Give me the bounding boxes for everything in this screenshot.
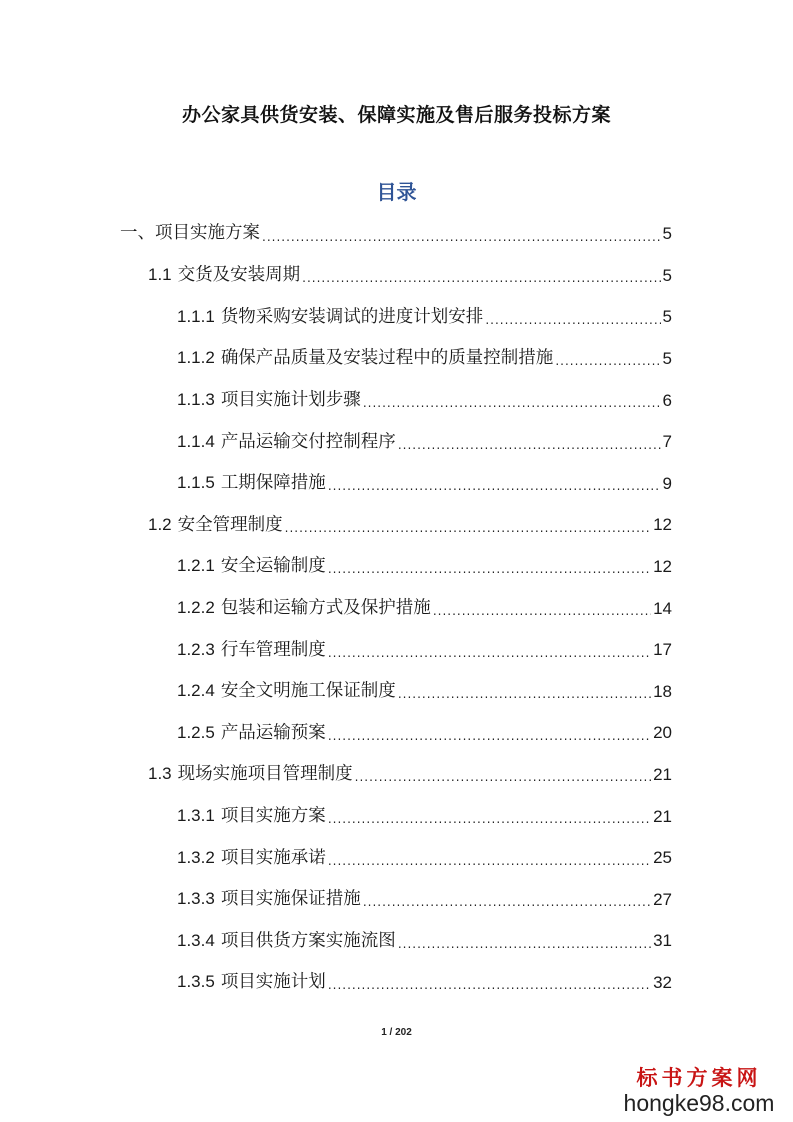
toc-dot-leader [262, 231, 661, 255]
toc-entry-label [177, 433, 396, 452]
toc-page-number: 25 [653, 848, 672, 868]
toc-entry-number: 1.1.4 [177, 431, 215, 451]
toc-entry-number: 1.2.4 [177, 681, 215, 701]
toc-entry-text: 现场实施项目管理制度 [177, 764, 353, 785]
toc-entry-number: 1.1.1 [177, 306, 215, 326]
watermark [619, 1066, 779, 1116]
toc-dot-leader [555, 355, 660, 379]
toc-entry-number: 1.3.3 [177, 889, 215, 909]
toc-entry-number: 一、 [120, 223, 155, 244]
toc-entry-label [177, 349, 553, 368]
toc-dot-leader [398, 439, 661, 463]
toc-page-number: 9 [662, 473, 672, 493]
toc-entry-number: 1.2 [148, 514, 172, 534]
toc-entry-label [148, 266, 300, 285]
toc-dot-leader [328, 979, 651, 1003]
toc-dot-leader [328, 855, 651, 879]
toc-page-number: 14 [653, 598, 672, 618]
toc-dot-leader [398, 938, 651, 962]
toc-entry[interactable] [177, 296, 672, 338]
toc-page-number: 21 [653, 806, 672, 826]
toc-entry[interactable] [177, 837, 672, 879]
toc-entry-text: 项目实施承诺 [220, 847, 326, 868]
toc-entry-number: 1.1.3 [177, 389, 215, 409]
toc-page-number: 18 [653, 681, 672, 701]
toc-entry[interactable] [148, 504, 672, 546]
toc-entry-text: 货物采购安装调试的进度计划安排 [220, 306, 484, 327]
toc-entry-text: 确保产品质量及安装过程中的质量控制措施 [220, 348, 554, 369]
toc-entry-text: 项目实施保证措施 [220, 889, 361, 910]
toc-entry-label [177, 807, 326, 826]
toc-entry-number: 1.2.2 [177, 597, 215, 617]
toc-entry[interactable] [177, 379, 672, 421]
toc-dot-leader [433, 605, 651, 629]
toc-page-number: 27 [653, 889, 672, 909]
toc-entry[interactable] [148, 754, 672, 796]
toc-entry-number: 1.2.1 [177, 556, 215, 576]
toc-entry[interactable] [177, 629, 672, 671]
toc-entry-number: 1.1.2 [177, 348, 215, 368]
toc-page-number: 7 [662, 432, 672, 452]
toc-entry-text: 安全文明施工保证制度 [220, 681, 396, 702]
toc-entry[interactable] [177, 587, 672, 629]
toc-entry[interactable] [177, 338, 672, 380]
toc-dot-leader [328, 647, 651, 671]
toc-entry-text: 包装和运输方式及保护措施 [220, 597, 431, 618]
toc-page-number: 32 [653, 973, 672, 993]
toc-entry-number: 1.3.4 [177, 930, 215, 950]
toc-entry-number: 1.3.5 [177, 972, 215, 992]
watermark-name: 标书方案网 [636, 1065, 762, 1090]
toc-page-number: 5 [662, 307, 672, 327]
toc-entry[interactable] [177, 962, 672, 1004]
toc-entry-number: 1.3.1 [177, 805, 215, 825]
toc-page-number: 5 [662, 349, 672, 369]
toc-dot-leader [363, 397, 661, 421]
toc-page-number: 17 [653, 640, 672, 660]
toc-entry-label [177, 391, 361, 410]
toc-entry[interactable] [148, 255, 672, 297]
toc-dot-leader [328, 480, 661, 504]
toc-entry-label [148, 765, 353, 784]
toc-entry-text: 产品运输交付控制程序 [220, 431, 396, 452]
toc-entry-label [177, 308, 483, 327]
toc-entry-text: 工期保障措施 [220, 473, 326, 494]
toc-page-number: 6 [662, 390, 672, 410]
toc-entry-label [177, 641, 326, 660]
toc-entry-label [177, 973, 326, 992]
toc-page-number: 12 [653, 515, 672, 535]
toc-entry[interactable] [177, 421, 672, 463]
toc-entry-text: 项目供货方案实施流图 [220, 930, 396, 951]
toc-entry-label [120, 225, 260, 243]
toc-entry-label [177, 557, 326, 576]
toc-page-number: 20 [653, 723, 672, 743]
toc-entry-number: 1.3 [148, 764, 172, 784]
toc-entry-text: 项目实施计划 [220, 972, 326, 993]
toc-entry-label [177, 932, 396, 951]
toc-page-number: 21 [653, 765, 672, 785]
toc-dot-leader [328, 563, 651, 587]
toc-dot-leader [485, 314, 660, 338]
toc-entry-text: 项目实施方案 [220, 805, 326, 826]
toc-entry-label [148, 516, 283, 535]
toc-dot-leader [328, 813, 651, 837]
toc-entry-number: 1.3.2 [177, 847, 215, 867]
toc-entry-label [177, 599, 431, 618]
toc-dot-leader [328, 730, 651, 754]
toc-entry-text: 交货及安装周期 [177, 265, 301, 286]
toc-entry[interactable] [177, 795, 672, 837]
toc-entry[interactable] [177, 671, 672, 713]
toc-dot-leader [302, 272, 660, 296]
toc-entry-label [177, 474, 326, 493]
toc-entry-text: 安全管理制度 [177, 514, 283, 535]
toc-entry[interactable] [120, 213, 672, 255]
toc-entry-number: 1.2.5 [177, 722, 215, 742]
toc-entry[interactable] [177, 920, 672, 962]
toc-entry-number: 1.1 [148, 265, 172, 285]
toc-entry[interactable] [177, 879, 672, 921]
toc-entry-label [177, 890, 361, 909]
page-footer: 1 / 202 [381, 1027, 412, 1038]
toc-entry-text: 项目实施计划步骤 [220, 389, 361, 410]
toc-entry[interactable] [177, 546, 672, 588]
toc-entry-text: 产品运输预案 [220, 722, 326, 743]
toc-entry-text: 安全运输制度 [220, 556, 326, 577]
toc-entry-label [177, 682, 396, 701]
toc-dot-leader [398, 688, 651, 712]
document-title: 办公家具供货安装、保障实施及售后服务投标方案 [181, 104, 611, 126]
toc-entry-label [177, 849, 326, 868]
toc-heading: 目录 [376, 180, 417, 204]
toc-entry[interactable] [177, 463, 672, 505]
toc-dot-leader [285, 522, 651, 546]
toc-dot-leader [355, 771, 651, 795]
toc-entry-number: 1.1.5 [177, 473, 215, 493]
watermark-url: hongke98.com [623, 1090, 775, 1116]
toc-entry-number: 1.2.3 [177, 639, 215, 659]
toc-entry-text: 行车管理制度 [220, 639, 326, 660]
toc-page-number: 31 [653, 931, 672, 951]
toc-dot-leader [363, 896, 651, 920]
toc-entry[interactable] [177, 712, 672, 754]
toc-entry-label [177, 724, 326, 743]
toc-page-number: 12 [653, 557, 672, 577]
toc-page-number: 5 [662, 224, 672, 244]
toc-page-number: 5 [662, 265, 672, 285]
toc-entry-text: 项目实施方案 [155, 223, 260, 244]
